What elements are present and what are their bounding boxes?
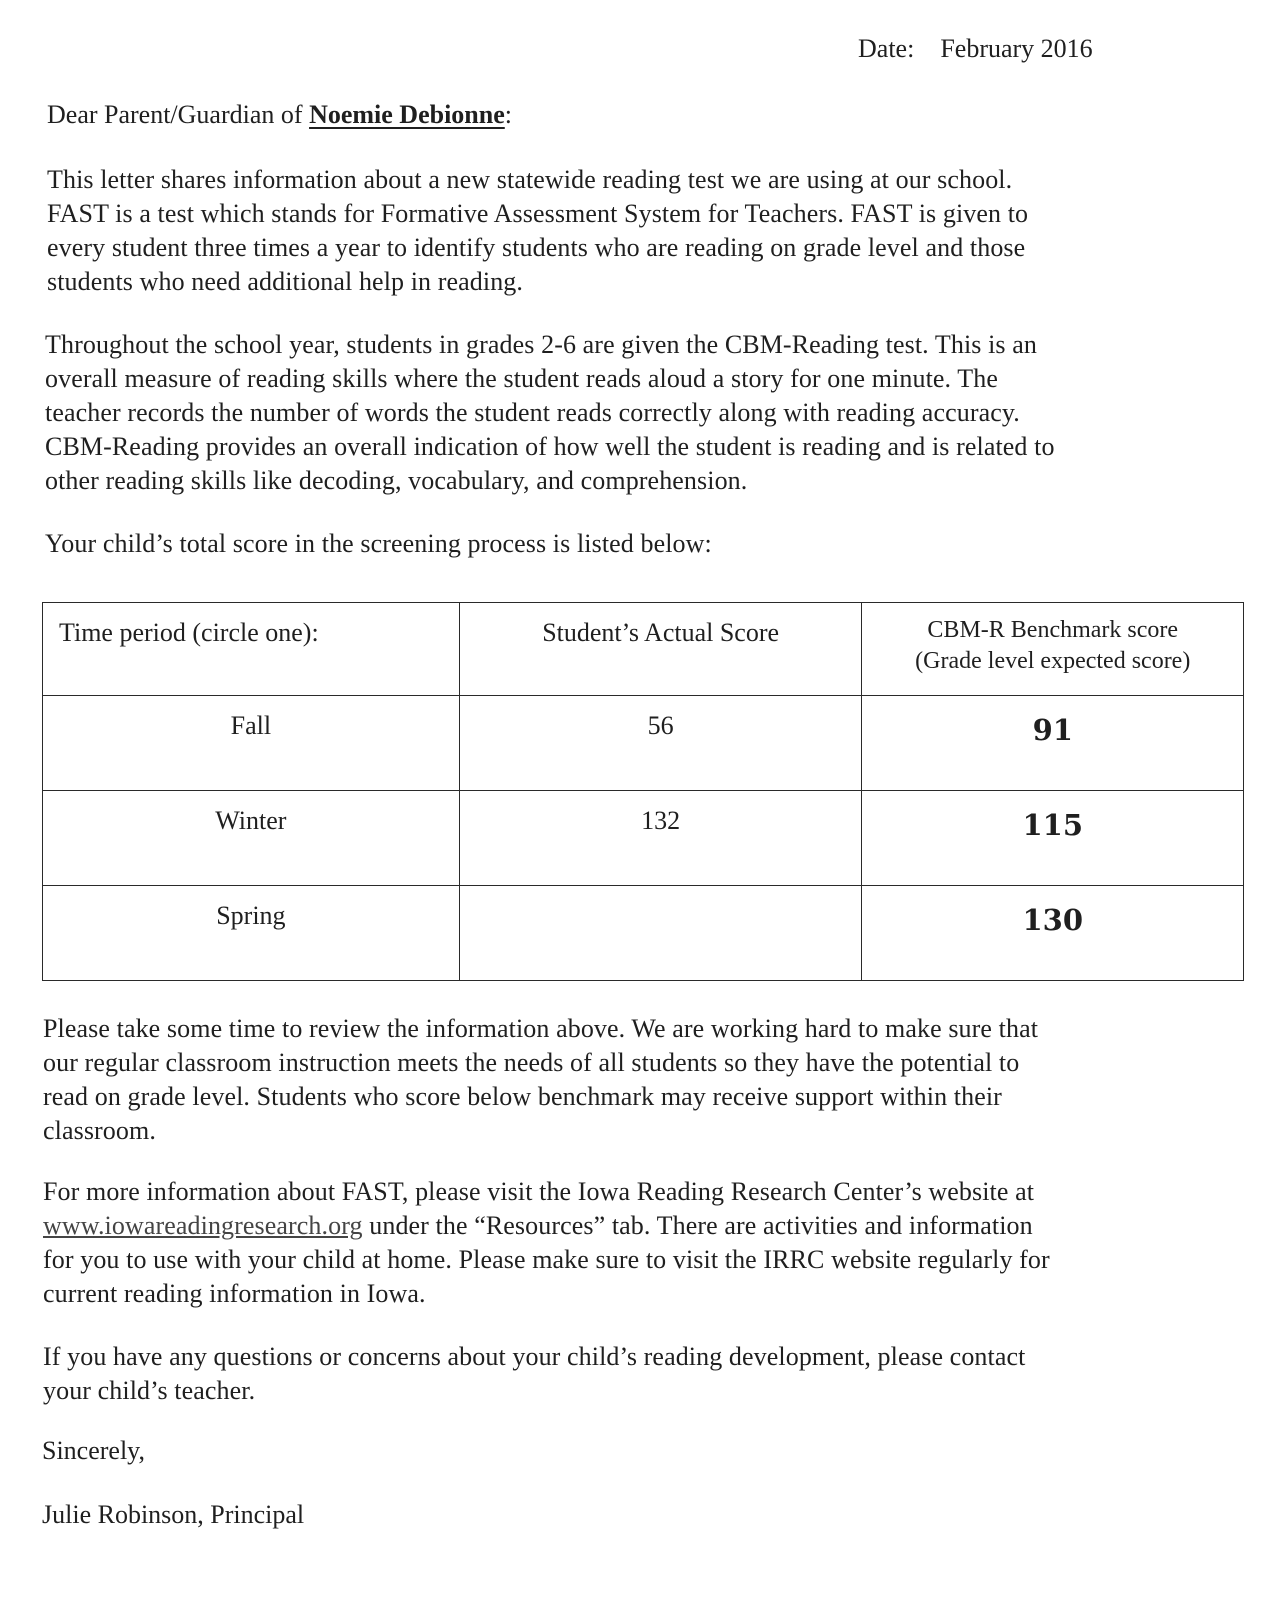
salutation-suffix: : bbox=[504, 100, 512, 129]
period-cell: Winter bbox=[43, 791, 460, 886]
date-value: February 2016 bbox=[940, 34, 1093, 63]
student-name: Noemie Debionne bbox=[309, 100, 505, 129]
text-line: Your child’s total score in the screening process is listed below: bbox=[45, 529, 712, 558]
text-line: classroom. bbox=[43, 1116, 156, 1145]
table-row bbox=[43, 886, 1244, 981]
text-line: Throughout the school year, students in grades 2-6 are given the CBM-Reading test. This is an bbox=[45, 330, 1037, 359]
actual-score-cell bbox=[459, 886, 862, 981]
text-line: overall measure of reading skills where the student reads aloud a story for one minute. The bbox=[45, 364, 998, 393]
text-line: If you have any questions or concerns about your child’s reading development, please contact bbox=[43, 1342, 1026, 1371]
text-line: Please take some time to review the information above. We are working hard to make sure that bbox=[43, 1014, 1039, 1043]
score-intro bbox=[45, 527, 712, 561]
text-line: other reading skills like decoding, vocabulary, and comprehension. bbox=[45, 466, 748, 495]
text-line: For more information about FAST, please visit the Iowa Reading Research Center’s website at bbox=[43, 1177, 1035, 1206]
header-time-period: Time period (circle one): bbox=[43, 603, 460, 696]
date-label: Date: bbox=[858, 34, 915, 63]
actual-score-cell: 132 bbox=[459, 791, 862, 886]
text-line: current reading information in Iowa. bbox=[43, 1279, 426, 1308]
table-row bbox=[43, 696, 1244, 791]
table-header-row bbox=[43, 603, 1244, 696]
table-row bbox=[43, 791, 1244, 886]
benchmark-score-cell: 91 bbox=[862, 696, 1244, 791]
text-line: CBM-Reading provides an overall indication of how well the student is reading and is related to bbox=[45, 432, 1055, 461]
text-line: This letter shares information about a new statewide reading test we are using at our school. bbox=[47, 165, 1013, 194]
text-line: teacher records the number of words the student reads correctly along with reading accuracy. bbox=[45, 398, 1020, 427]
signature: Julie Robinson, Principal bbox=[42, 1500, 305, 1529]
text-line: every student three times a year to identify students who are reading on grade level and those bbox=[47, 233, 1026, 262]
review-paragraph bbox=[43, 1012, 1038, 1148]
header-actual-score: Student’s Actual Score bbox=[459, 603, 862, 696]
period-cell: Fall bbox=[43, 696, 460, 791]
header-benchmark-score bbox=[862, 603, 1244, 696]
text-line: for you to use with your child at home. Please make sure to visit the IRRC website regularly for bbox=[43, 1245, 1050, 1274]
header-benchmark-line2: (Grade level expected score) bbox=[915, 648, 1191, 674]
salutation bbox=[47, 100, 512, 130]
text-span: under the “Resources” tab. There are activities and information bbox=[362, 1211, 1033, 1240]
intro-paragraph bbox=[47, 163, 1028, 299]
text-line: students who need additional help in reading. bbox=[47, 267, 524, 296]
more-info-paragraph bbox=[43, 1175, 1050, 1311]
text-line bbox=[43, 1209, 1050, 1243]
text-line: our regular classroom instruction meets the needs of all students so they have the potential to bbox=[43, 1048, 1020, 1077]
actual-score-cell: 56 bbox=[459, 696, 862, 791]
irrc-website-link[interactable]: www.iowareadingresearch.org bbox=[43, 1211, 363, 1240]
benchmark-score-cell: 130 bbox=[862, 886, 1244, 981]
closing: Sincerely, bbox=[42, 1436, 145, 1465]
benchmark-score-cell: 115 bbox=[862, 791, 1244, 886]
period-cell: Spring bbox=[43, 886, 460, 981]
questions-paragraph bbox=[43, 1340, 1025, 1408]
score-table bbox=[42, 602, 1244, 981]
cbm-paragraph bbox=[45, 328, 1055, 498]
header-benchmark-line1: CBM-R Benchmark score bbox=[927, 617, 1179, 643]
text-line: FAST is a test which stands for Formative Assessment System for Teachers. FAST is given to bbox=[47, 199, 1029, 228]
salutation-prefix: Dear Parent/Guardian of bbox=[47, 100, 303, 129]
text-line: read on grade level. Students who score below benchmark may receive support within their bbox=[43, 1082, 1002, 1111]
letter-date bbox=[858, 34, 1093, 64]
text-line: your child’s teacher. bbox=[43, 1376, 256, 1405]
